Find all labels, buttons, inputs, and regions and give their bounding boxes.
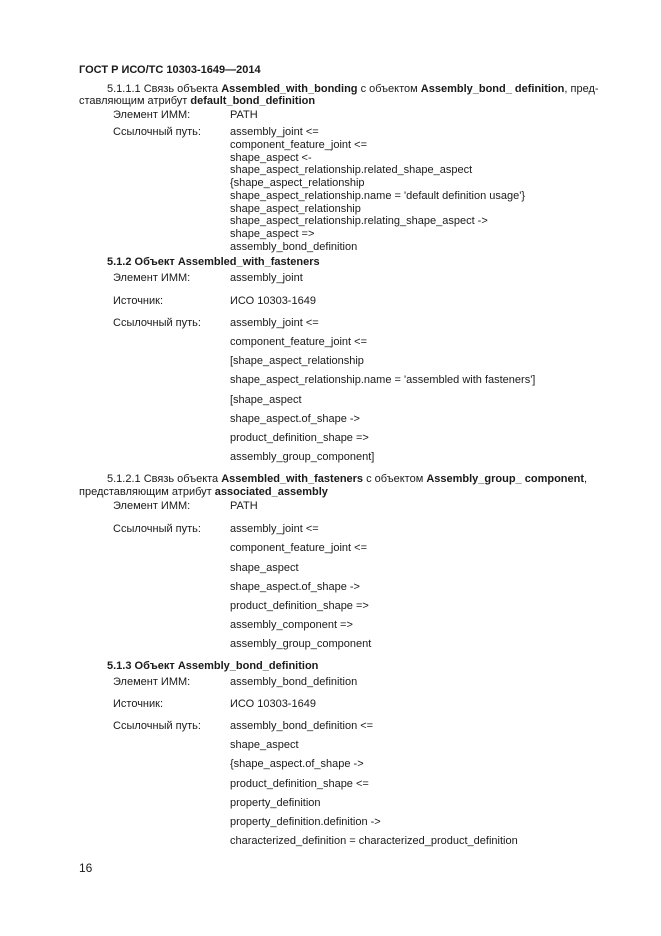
imm-label: Элемент ИММ: — [113, 109, 191, 121]
ref-path-line: assembly_joint <= — [230, 523, 319, 535]
clause-5-1-2-1-line1 — [107, 473, 587, 486]
clause-5-1-2-1-line2 — [79, 486, 328, 499]
ref-path-line: [shape_aspect_relationship — [230, 355, 364, 367]
ref-path-line: shape_aspect_relationship.name = 'default definition usage'} — [230, 190, 525, 202]
text-run: , — [584, 473, 588, 485]
text-run: , пред- — [564, 83, 599, 95]
ref-path-label: Ссылочный путь: — [113, 523, 201, 535]
imm-label: Элемент ИММ: — [113, 676, 191, 688]
ref-path-line: shape_aspect_relationship — [230, 203, 361, 215]
attribute-name: default_bond_definition — [190, 95, 316, 107]
text-run: с объектом — [363, 473, 427, 485]
ref-path-line: assembly_bond_definition <= — [230, 720, 374, 732]
ref-path-line: [shape_aspect — [230, 394, 302, 406]
ref-path-line: assembly_group_component] — [230, 451, 375, 463]
ref-path-label: Ссылочный путь: — [113, 317, 201, 329]
entity-name: Assembly_group_ component — [426, 473, 585, 485]
ref-path-line: shape_aspect => — [230, 228, 315, 240]
document-header: ГОСТ Р ИСО/ТС 10303-1649—2014 — [79, 64, 261, 76]
ref-path-line: shape_aspect.of_shape -> — [230, 413, 360, 425]
ref-path-line: {shape_aspect.of_shape -> — [230, 758, 364, 770]
source-label: Источник: — [113, 698, 164, 710]
text-run: 5.1.1.1 Связь объекта — [107, 83, 222, 95]
ref-path-line: shape_aspect <- — [230, 152, 312, 164]
ref-path-line: component_feature_joint <= — [230, 139, 367, 151]
ref-path-line: component_feature_joint <= — [230, 336, 367, 348]
ref-path-line: {shape_aspect_relationship — [230, 177, 365, 189]
section-heading-5-1-2: 5.1.2 Объект Assembled_with_fasteners — [107, 256, 320, 268]
ref-path-line: product_definition_shape <= — [230, 778, 369, 790]
entity-name: Assembled_with_bonding — [221, 83, 358, 95]
ref-path-line: characterized_definition = characterized_product_definition — [230, 835, 518, 847]
text-run: с объектом — [357, 83, 421, 95]
ref-path-line: shape_aspect_relationship.relating_shape_aspect -> — [230, 215, 488, 227]
section-heading-5-1-3: 5.1.3 Объект Assembly_bond_definition — [107, 660, 319, 672]
ref-path-label: Ссылочный путь: — [113, 126, 201, 138]
attribute-name: associated_assembly — [214, 486, 328, 498]
ref-path-line: assembly_bond_definition — [230, 241, 358, 253]
source-label: Источник: — [113, 295, 164, 307]
clause-5-1-1-1-line2 — [79, 95, 315, 108]
imm-value: PATH — [230, 500, 258, 512]
text-run: представляющим атрибут — [79, 486, 215, 498]
text-run: 5.1.2.1 Связь объекта — [107, 473, 222, 485]
ref-path-line: assembly_joint <= — [230, 126, 319, 138]
entity-name: Assembly_bond_ definition — [420, 83, 565, 95]
imm-value: assembly_joint — [230, 272, 303, 284]
ref-path-line: component_feature_joint <= — [230, 542, 367, 554]
source-value: ИСО 10303-1649 — [230, 295, 316, 307]
ref-path-line: shape_aspect_relationship.related_shape_aspect — [230, 164, 473, 176]
ref-path-line: shape_aspect — [230, 562, 299, 574]
imm-value: assembly_bond_definition — [230, 676, 358, 688]
ref-path-line: assembly_group_component — [230, 638, 372, 650]
page-number: 16 — [79, 861, 93, 875]
ref-path-line: shape_aspect — [230, 739, 299, 751]
text-run: ставляющим атрибут — [79, 95, 191, 107]
ref-path-line: shape_aspect_relationship.name = 'assembled with fasteners'] — [230, 374, 536, 386]
ref-path-label: Ссылочный путь: — [113, 720, 201, 732]
ref-path-line: assembly_joint <= — [230, 317, 319, 329]
imm-label: Элемент ИММ: — [113, 500, 191, 512]
ref-path-line: product_definition_shape => — [230, 600, 369, 612]
imm-value: PATH — [230, 109, 258, 121]
entity-name: Assembled_with_fasteners — [221, 473, 364, 485]
ref-path-line: shape_aspect.of_shape -> — [230, 581, 360, 593]
source-value: ИСО 10303-1649 — [230, 698, 316, 710]
ref-path-line: property_definition — [230, 797, 321, 809]
ref-path-line: property_definition.definition -> — [230, 816, 381, 828]
ref-path-line: assembly_component => — [230, 619, 353, 631]
ref-path-line: product_definition_shape => — [230, 432, 369, 444]
imm-label: Элемент ИММ: — [113, 272, 191, 284]
